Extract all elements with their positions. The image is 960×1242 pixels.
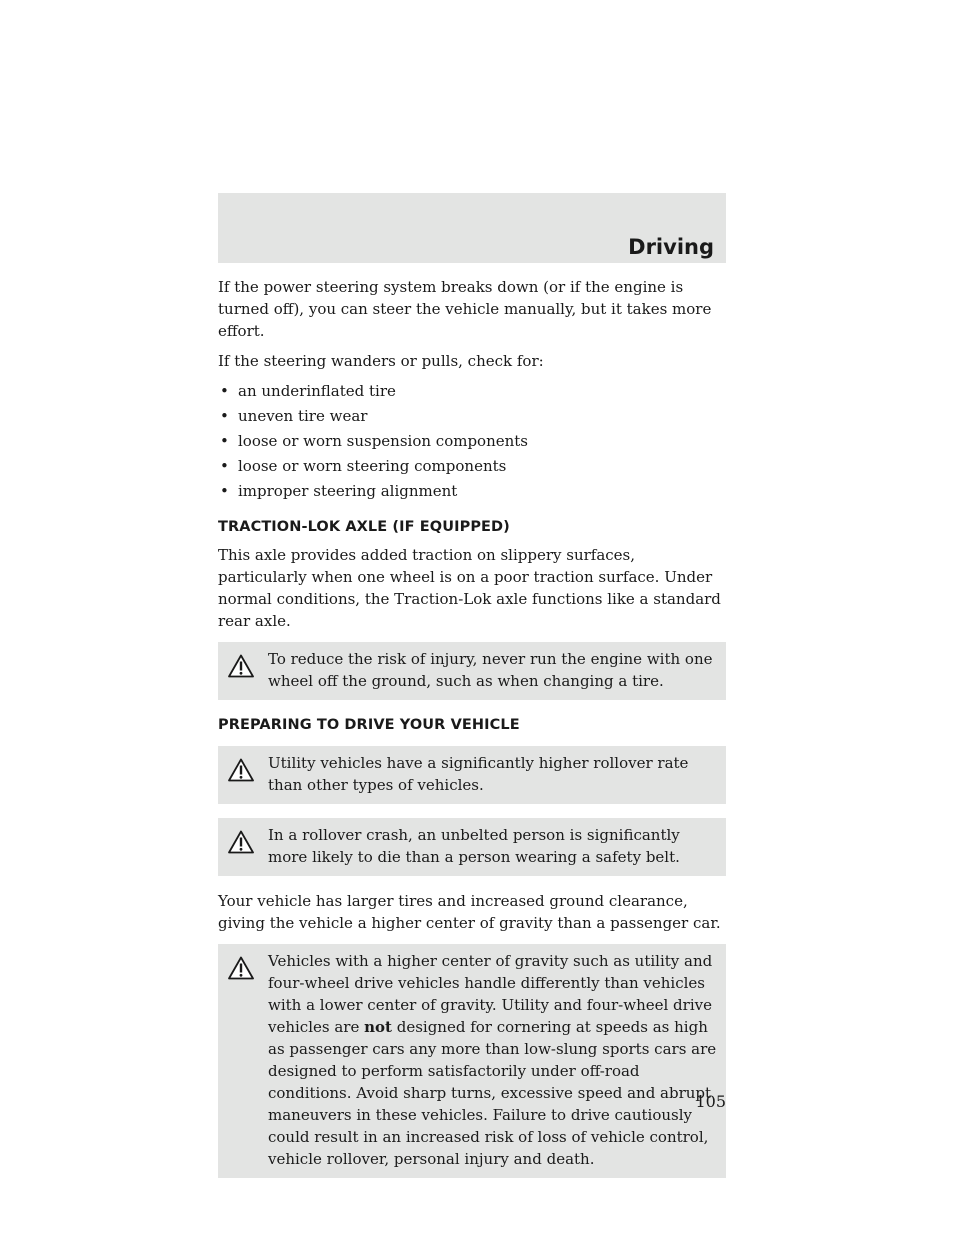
warning-box (218, 746, 726, 804)
warning-triangle-icon (228, 654, 254, 678)
bullet-icon: • (220, 407, 229, 425)
heading-traction-lok: TRACTION-LOK AXLE (IF EQUIPPED) (218, 519, 510, 535)
warning-text: In a rollover crash, an unbelted person is significantly more likely to die than a person wearing a safety belt. (268, 826, 680, 866)
warning-text: To reduce the risk of injury, never run the engine with one wheel off the ground, such as when changing a tire. (268, 650, 713, 690)
section-header (218, 193, 726, 263)
page-number: 105 (695, 1092, 726, 1111)
paragraph-check-for: If the steering wanders or pulls, check for: (218, 352, 544, 370)
paragraph-traction-lok: This axle provides added traction on slippery surfaces, particularly when one wheel is on a poor traction surface. Under normal conditions, the Traction-Lok axle functions like a standard rear axle. (218, 546, 721, 630)
list-item: • loose or worn suspension components (220, 432, 529, 450)
bullet-icon: • (220, 457, 229, 475)
paragraph-center-of-gravity: Your vehicle has larger tires and increased ground clearance, giving the vehicle a higher center of gravity than a passenger car. (218, 892, 721, 932)
list-item: • improper steering alignment (220, 482, 458, 500)
warning-text: Utility vehicles have a significantly higher rollover rate than other types of vehicles. (268, 754, 689, 794)
bullet-icon: • (220, 382, 229, 400)
warning-triangle-icon (228, 956, 254, 980)
warning-box (218, 944, 726, 1178)
heading-preparing-to-drive: PREPARING TO DRIVE YOUR VEHICLE (218, 717, 520, 733)
steering-check-list (218, 380, 726, 502)
bullet-icon: • (220, 482, 229, 500)
warning-box (218, 818, 726, 876)
warning-triangle-icon (228, 758, 254, 782)
warning-box (218, 642, 726, 700)
list-item: • an underinflated tire (220, 382, 396, 400)
list-item: • loose or worn steering components (220, 457, 507, 475)
section-title: Driving (628, 235, 714, 259)
warning-text: Vehicles with a higher center of gravity such as utility and four-wheel drive vehicles handle differently than vehicles with a lower center of gravity. Utility and four-wheel drive vehicles are not designed for cornering at speeds as high as passenger cars any more than low-slung sports cars are designed to perform satisfactorily under off-road conditions. Avoid sharp turns, excessive speed and abrupt maneuvers in these vehicles. Failure to drive cautiously could result in an increased risk of loss of vehicle control, vehicle rollover, personal injury and death. (268, 952, 717, 1168)
bullet-icon: • (220, 432, 229, 450)
page-content (218, 276, 726, 1192)
paragraph-power-steering: If the power steering system breaks down (or if the engine is turned off), you can steer the vehicle manually, but it takes more effort. (218, 278, 712, 340)
warning-triangle-icon (228, 830, 254, 854)
list-item: • uneven tire wear (220, 407, 368, 425)
emphasis-not: not (364, 1018, 392, 1036)
